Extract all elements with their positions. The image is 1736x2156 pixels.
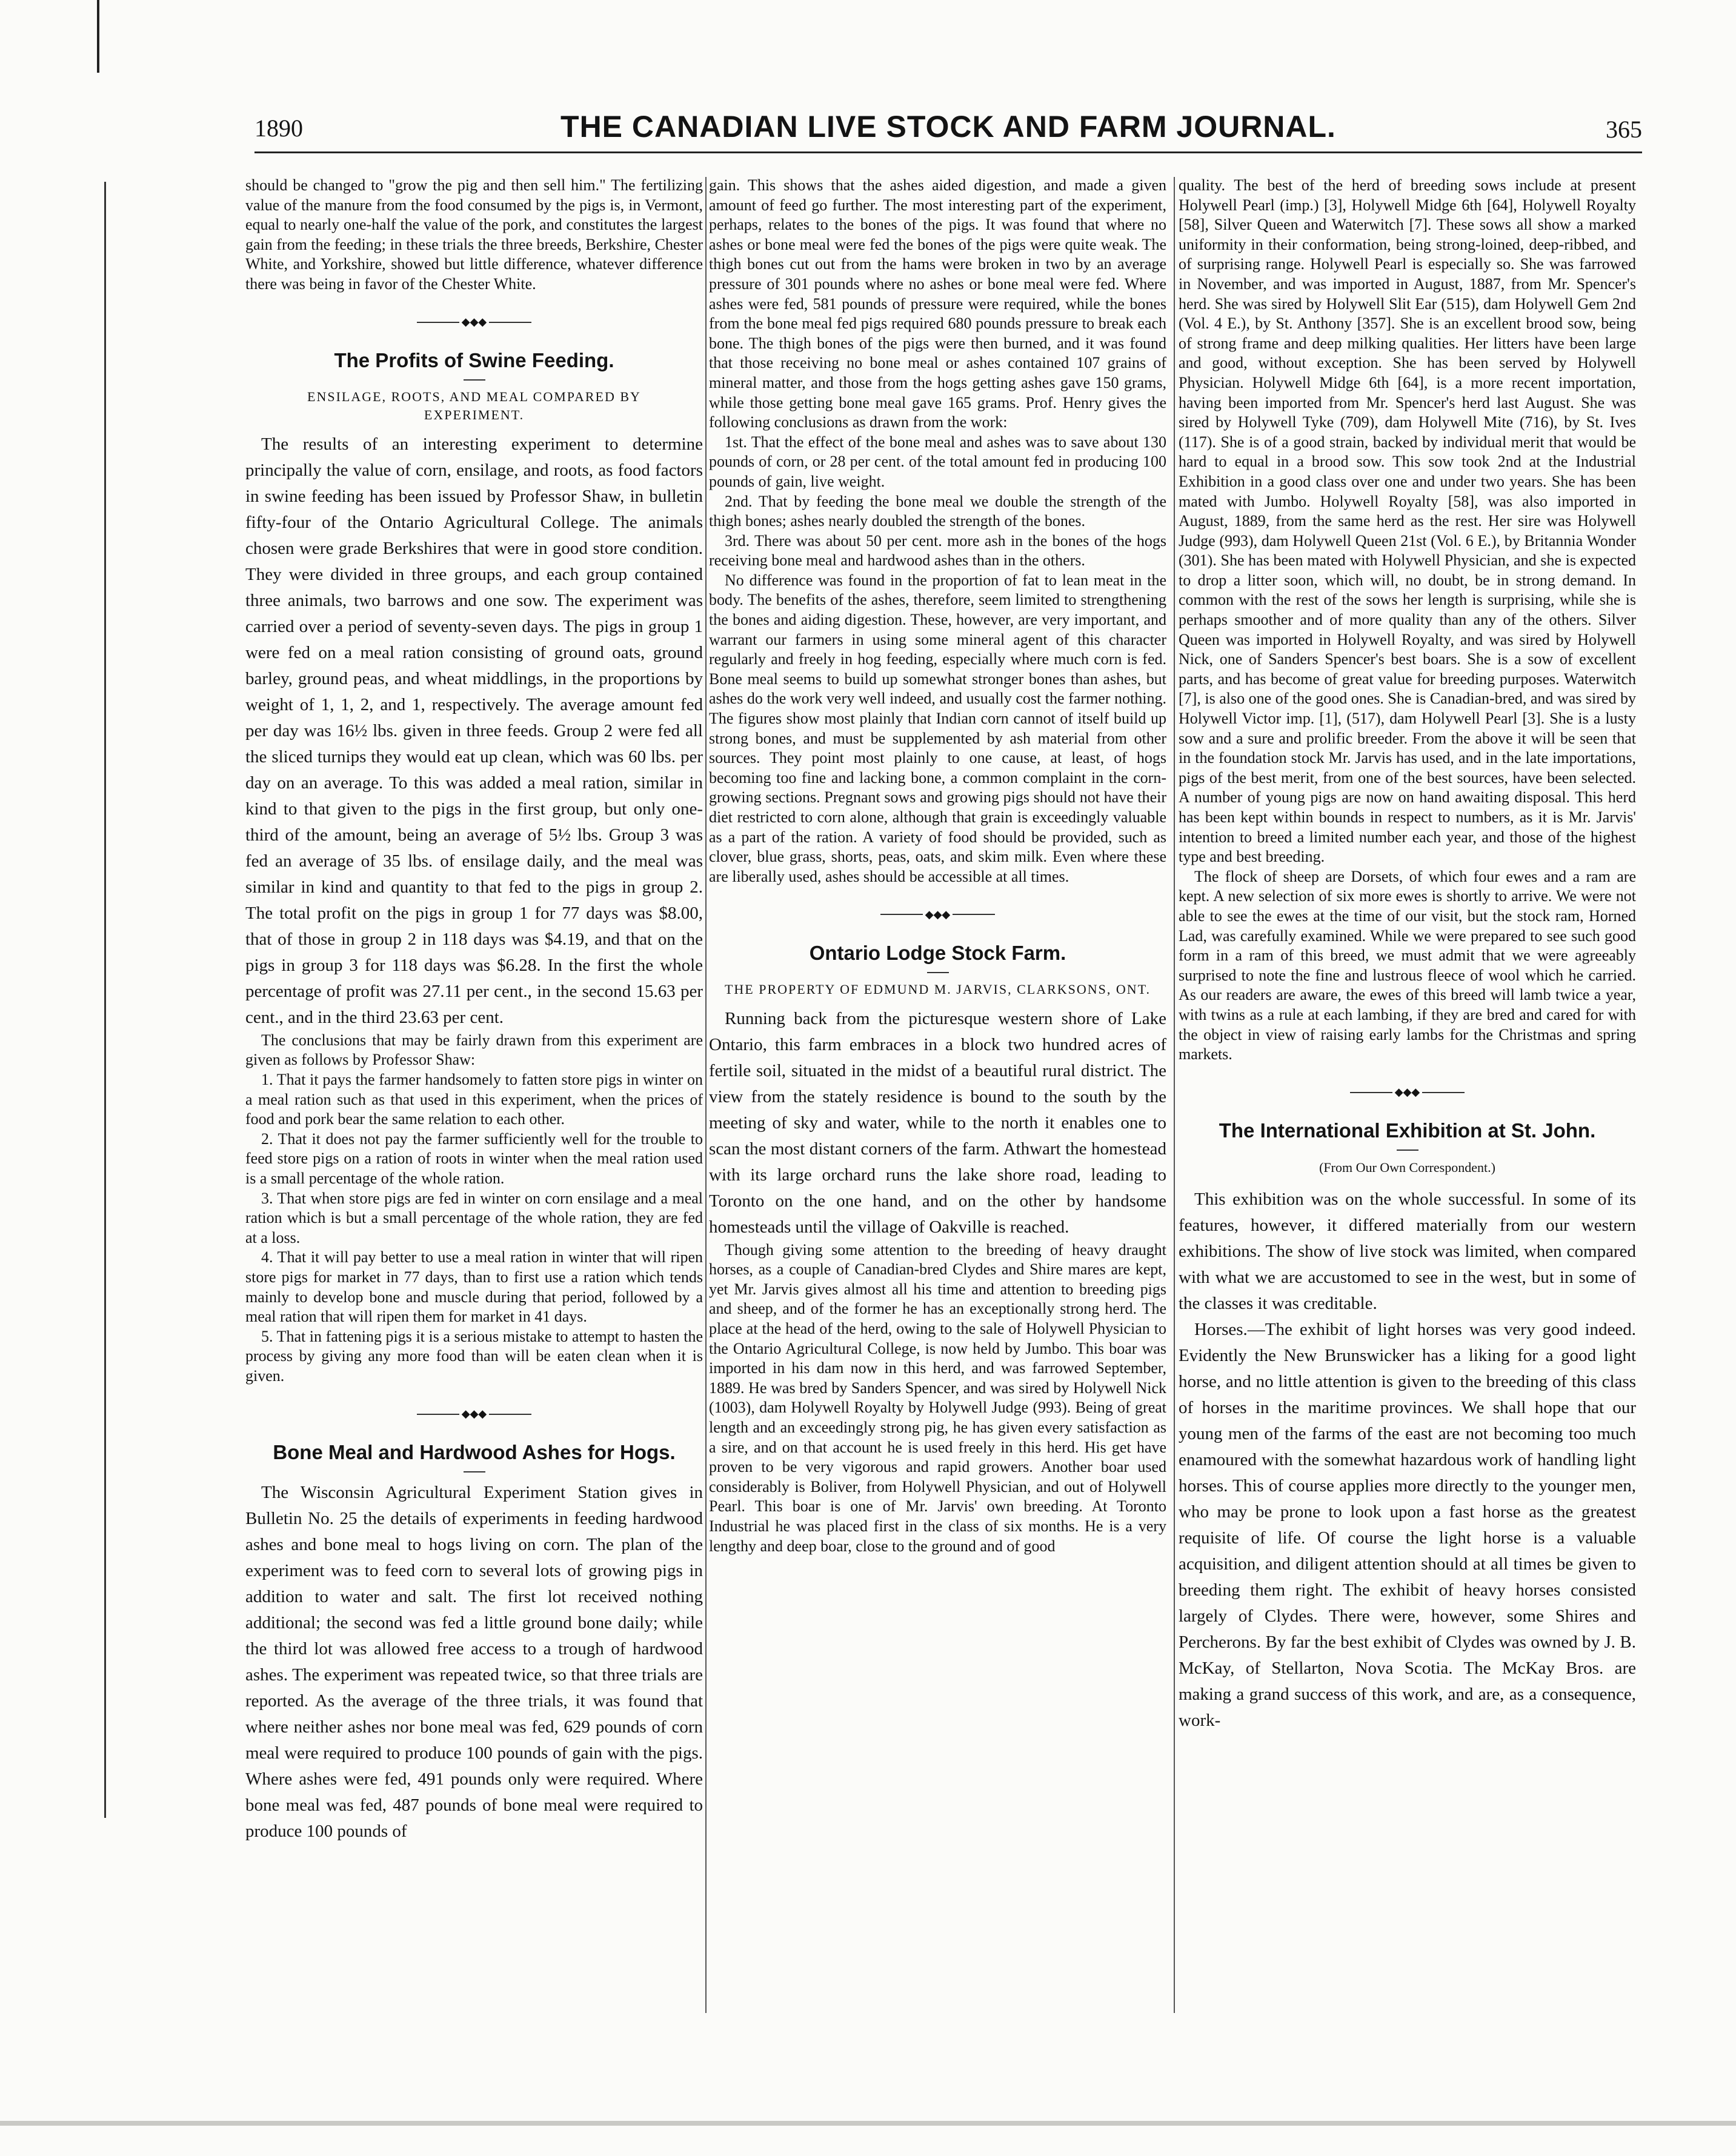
column-left <box>245 176 703 2030</box>
paragraph: gain. This shows that the ashes aided digestion, and made a given amount of feed go further. The most interesting part of the experiment, perhaps, relates to the bones of the pigs. It was found that where no ashes or bone meal were fed the bones of the pigs were quite weak. The thigh bones cut out from the hams were broken in two by an average pressure of 301 pounds where no ashes or bone meal were fed. Where ashes were fed, 581 pounds of pressure were required, while the bones from the bone meal fed pigs required 680 pounds pressure to break each bone. The thigh bones of the pigs were then burned, and it was found that those receiving no bone meal or ashes contained 107 grains of mineral matter, and those from the hogs getting ashes gave 150 grams, while those getting bone meal gave 165 grams. Prof. Henry gives the following conclusions as drawn from the work: <box>709 176 1166 431</box>
column-middle <box>709 176 1166 2030</box>
article-title-swine: The Profits of Swine Feeding. <box>334 348 614 371</box>
paragraph: The results of an interesting experiment to determine principally the value of corn, ensilage, and roots, as food factors in swine feeding has been issued by Professor Shaw, in bulletin fifty-four of the Ontario Agricultural College. The animals chosen were grade Berkshires that were in good store condition. They were divided in three groups, and each group contained three animals, two barrows and one sow. The experiment was carried over a period of seventy-seven days. The pigs in group 1 were fed on a meal ration consisting of ground oats, ground barley, ground peas, and wheat middlings, in the proportions by weight of 1, 1, 2, and 1, respectively. The average amount fed per day was 16½ lbs. given in three feeds. Group 2 were fed all the sliced turnips they would eat up clean, which was 60 lbs. per day on an average. To this was added a meal ration, similar in kind to that given to the pigs in the first group, but only one-third of the amount, being an average of 5½ lbs. Group 3 was fed an average of 35 lbs. of ensilage daily, and the meal was similar in kind and quantity to that fed to the pigs in group 2. The total profit on the pigs in group 1 for 77 days was $8.00, that of those in group 2 in 118 days was $4.19, and that on the pigs in group 3 for 118 days was $6.28. In the first the whole percentage of profit was 27.11 per cent., in the second 15.63 per cent., and in the third 23.63 per cent. <box>245 434 703 1027</box>
column-rule <box>1174 177 1175 2013</box>
column-right <box>1179 176 1636 2030</box>
correspondent-credit: (From Our Own Correspondent.) <box>1319 1160 1495 1176</box>
conclusion-item: 2nd. That by feeding the bone meal we double the strength of the thigh bones; ashes nearly doubled the strength of the bones. <box>709 492 1166 530</box>
column-rule <box>705 177 707 2013</box>
conclusion-item: 2. That it does not pay the farmer sufficiently well for the trouble to feed store pigs on a ration of roots in winter when the meal ration used is a small percentage of the whole ration. <box>245 1130 703 1188</box>
header-year: 1890 <box>254 115 303 142</box>
paragraph: The flock of sheep are Dorsets, of which four ewes and a ram are kept. A new selection of six more ewes is shortly to arrive. We were not able to see the ewes at the time of our visit, but the stock ram, Horned Lad, was carefully examined. While we were prepared to see such good form in a ram of this breed, we must admit that we were agreeably surprised to note the fine and lustrous fleece of wool which he carried. As our readers are aware, the ewes of this breed will lamb twice a year, with twins as a rule at each lambing, if they are bred and cared for with the object in view of raising early lambs for the Christmas and spring markets. <box>1179 867 1636 1063</box>
article-subtitle-swine: ENSILAGE, ROOTS, AND MEAL COMPARED BY EXPERIMENT. <box>307 388 641 422</box>
paragraph: The conclusions that may be fairly drawn from this experiment are given as follows by Professor Shaw: <box>245 1031 703 1069</box>
paragraph: The Wisconsin Agricultural Experiment Station gives in Bulletin No. 25 the details of experiments in feeding hardwood ashes and bone meal to hogs living on corn. The plan of the experiment was to feed corn to several lots of growing pigs in addition to water and salt. The first lot received nothing additional; the second was fed a little ground bone daily; while the third lot was allowed free access to a trough of hardwood ashes. The experiment was repeated twice, so that three trials are reported. As the average of the three trials, it was found that where neither ashes nor bone meal was fed, 629 pounds of corn meal were required to produce 100 pounds of gain with the pigs. Where ashes were fed, 491 pounds only were required. Where bone meal was fed, 487 pounds of bone meal were required to produce 100 pounds of <box>245 1482 703 1841</box>
title-dash <box>927 972 949 973</box>
conclusion-item: 5. That in fattening pigs it is a serious mistake to attempt to hasten the process by giving any more food than will be eaten clean when it is given. <box>245 1327 703 1385</box>
page-number: 365 <box>1606 116 1642 143</box>
conclusion-item: 3. That when store pigs are fed in winter on corn ensilage and a meal ration which is but a small percentage of the whole ration, they are fed at a loss. <box>245 1189 703 1246</box>
margin-mark <box>104 182 106 1818</box>
paragraph: No difference was found in the proportion of fat to lean meat in the body. The benefits of the ashes, therefore, seem limited to strengthening the bones and aiding digestion. These, however, are very important, and warrant our farmers in using some mineral agent of this character regularly and freely in hog feeding, especially where much corn is fed. Bone meal seems to build up somewhat stronger bones than ashes, but ashes do the work very well indeed, and usually cost the farmer nothing. The figures show most plainly that Indian corn cannot of itself build up strong bones, and must be supplemented by ash material from other sources. They point most plainly to one cause, at least, of hogs becoming too fine and lacking bone, a common complaint in the corn-growing sections. Pregnant sows and growing pigs should not have their diet restricted to corn alone, although that grain is exceedingly valuable as a part of the ration. A variety of food should be provided, such as clover, blue grass, shorts, peas, oats, and skim milk. Even where these are liberally used, ashes should be accessible at all times. <box>709 571 1166 885</box>
margin-mark <box>0 2121 1736 2126</box>
title-dash <box>1397 1150 1418 1151</box>
conclusion-item: 4. That it will pay better to use a meal ration in winter that will ripen store pigs for market in 77 days, than to first use a ration which tends mainly to develop bone and muscle during that period, followed by a meal ration that will ripen them for market in 41 days. <box>245 1248 703 1326</box>
section-divider: ◆◆◆ <box>245 1403 703 1424</box>
article-subtitle-ontario-lodge: THE PROPERTY OF EDMUND M. JARVIS, CLARKSONS, ONT. <box>724 981 1151 997</box>
article-title-international-exhibition: The International Exhibition at St. John. <box>1219 1119 1596 1142</box>
section-divider: ◆◆◆ <box>1179 1082 1636 1102</box>
article-continuation: should be changed to "grow the pig and then sell him." The fertilizing value of the manure from the food consumed by the pigs is, in Vermont, equal to nearly one-half the value of the pork, and constitutes the largest gain from the feeding; in these trials the three breeds, Berkshire, Chester White, and Yorkshire, showed but little difference, whatever difference there was being in favor of the Chester White. <box>245 176 703 293</box>
conclusion-item: 3rd. There was about 50 per cent. more ash in the bones of the hogs receiving bone meal and hardwood ashes than in the others. <box>709 531 1166 570</box>
margin-mark <box>97 0 99 73</box>
paragraph: Though giving some attention to the breeding of heavy draught horses, as a couple of Canadian-bred Clydes and Shire mares are kept, yet Mr. Jarvis gives almost all his time and attention to breeding pigs and sheep, and of the former he has an exceptionally strong herd. The place at the head of the herd, owing to the sale of Holywell Physician to the Ontario Agricultural College, is now held by Jumbo. This boar was imported in his dam now in this herd, and was farrowed September, 1889. He was bred by Sanders Spencer, and was sired by Holywell Nick (1003), dam Holywell Royalty by Holywell Judge (993). Being of great length and an exceedingly strong pig, he has given every satisfaction as a sire, and on that account he is used freely in this herd. His get have proven to be very vigorous and rapid growers. Another boar used considerably is Boliver, from Holywell Physician, and out of Holywell Pearl. This boar is one of Mr. Jarvis' own breeding. At Toronto Industrial he was placed first in the class of six months. He is a very lengthy and deep boar, close to the ground and of good <box>709 1240 1166 1555</box>
title-dash <box>464 379 485 381</box>
article-title-bone-meal: Bone Meal and Hardwood Ashes for Hogs. <box>273 1440 676 1463</box>
paragraph: Running back from the picturesque western shore of Lake Ontario, this farm embraces in a block two hundred acres of fertile soil, situated in the midst of a beautiful rural district. The view from the stately residence is bound to the south by the meeting of sky and water, while to the north it enables one to scan the most distant corners of the farm. Athwart the homestead with its large orchard runs the lake shore road, leading to Toronto on the one hand, and on the other by handsome homesteads until the village of Oakville is reached. <box>709 1008 1166 1237</box>
page-header <box>254 109 1642 153</box>
conclusion-item: 1st. That the effect of the bone meal and ashes was to save about 130 pounds of corn, or 28 per cent. of the total amount fed in producing 100 pounds of gain, live weight. <box>709 433 1166 490</box>
conclusion-item: 1. That it pays the farmer handsomely to fatten store pigs in winter on a meal ration such as that used in this experiment, when the prices of food and pork bear the same relation to each other. <box>245 1071 703 1128</box>
article-title-ontario-lodge: Ontario Lodge Stock Farm. <box>809 941 1066 964</box>
title-dash <box>464 1471 485 1472</box>
paragraph: quality. The best of the herd of breeding sows include at present Holywell Pearl (imp.) [3], Holywell Midge 6th [64], Holywell Royalty [58], Silver Queen and Waterwitch [7]. These sows all show a marked uniformity in their conformation, being strong-loined, deep-ribbed, and of surprising range. Holywell Pearl is especially so. She was farrowed in November, and was imported in August, 1887, from Mr. Spencer's herd. She was sired by Holywell Slit Ear (515), dam Holywell Gem 2nd (Vol. 4 E.), by St. Anthony [357]. She is an excellent brood sow, being of strong frame and deep milking qualities. Her litters have been large and good, without exception. She has been served by Holywell Physician. Holywell Midge 6th [64], is a more recent importation, having been imported from Mr. Spencer's herd last August. She was sired by Holywell Tyke (709), dam Holywell Mite (716), by St. Ives (117). She is of a good strain, backed by individual merit that would be hard to equal in a brood sow. This sow took 2nd at the Industrial Exhibition in a good class over one and under two years. She has been mated with Jumbo. Holywell Royalty [58], was also imported in August, 1889, from the same herd as the rest. Her sire was Holywell Judge (993), dam Holywell Queen 21st (Vol. 6 E.), by Britannia Wonder (301). She has been mated with Holywell Physician, and she is expected to drop a litter soon, which will, no doubt, be in strong demand. In common with the rest of the sows her length is surprising, while she is perhaps smoother and of more quality than any of the others. Silver Queen was imported in Holywell Royalty, and was sired by Holywell Nick, one of Sanders Spencer's best boars. She is a sow of excellent parts, and has become of great value for breeding purposes. Waterwitch [7], is also one of the good ones. She is Canadian-bred, and was sired by Holywell Victor imp. [1], (517), dam Holywell Pearl [3]. She is a lusty sow and a sure and prolific breeder. From the above it will be seen that in the foundation stock Mr. Jarvis has used, and in the late importations, pigs of the best merit, from one of the best sources, have been selected. A number of young pigs are now on hand awaiting disposal. This herd has been kept within bounds in respect to numbers, as it is Mr. Jarvis' intention to breed a limited number each year, and those of the highest type and best breeding. <box>1179 176 1636 866</box>
section-divider: ◆◆◆ <box>245 311 703 332</box>
journal-title: THE CANADIAN LIVE STOCK AND FARM JOURNAL. <box>560 110 1336 144</box>
paragraph: This exhibition was on the whole successful. In some of its features, however, it differed materially from our western exhibitions. The show of live stock was limited, when compared with what we are accustomed to see in the west, but in some of the classes it was creditable. <box>1179 1189 1636 1313</box>
section-divider: ◆◆◆ <box>709 903 1166 924</box>
paragraph: Horses.—The exhibit of light horses was very good indeed. Evidently the New Brunswicker has a liking for a good light horse, and no little attention is given to the breeding of this class of horses in the maritime provinces. We shall hope that our young men of the farms of the east are not becoming too much enamoured with the somewhat hazardous work of handling light horses. This of course applies more directly to the younger men, who may be prone to look upon a fast horse as the greatest requisite of life. Of course the light horse is a valuable acquisition, and diligent attention should at all times be given to breeding them right. The exhibit of heavy horses consisted largely of Clydes. There were, however, some Shires and Percherons. By far the best exhibit of Clydes was owned by J. B. McKay, of Stellarton, Nova Scotia. The McKay Bros. are making a grand success of this work, and are, as a consequence, work- <box>1179 1319 1636 1730</box>
